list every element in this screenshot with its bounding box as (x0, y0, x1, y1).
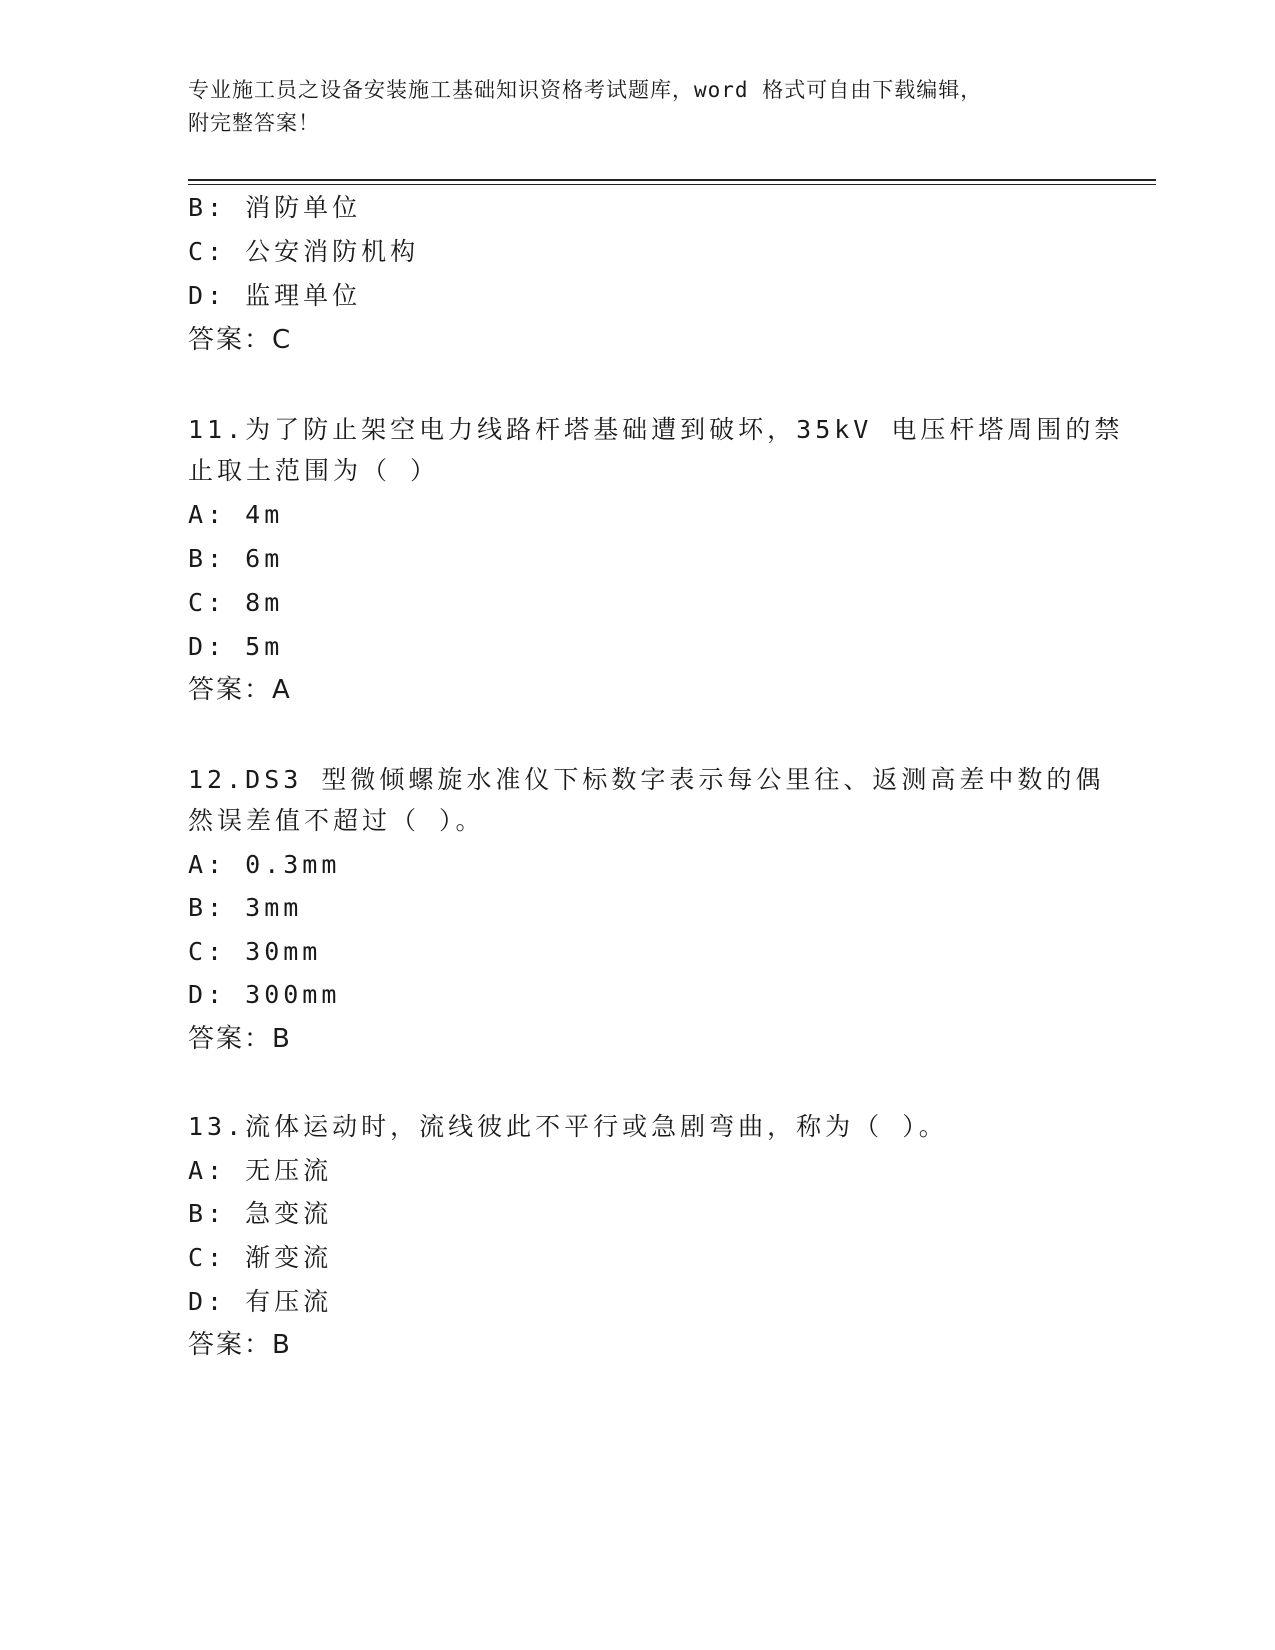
header-line-2: 附完整答案！ (188, 111, 320, 135)
q11-option-c: C: 8m (188, 588, 284, 617)
header-divider-thick (188, 179, 1156, 181)
q11-option-d: D: 5m (188, 632, 284, 661)
q11-option-b: B: 6m (188, 544, 284, 573)
q11-stem-line-2: 止取土范围为（ ） (188, 456, 440, 485)
q13-stem-line-1: 13.流体运动时，流线彼此不平行或急剧弯曲，称为（ ）。 (188, 1112, 948, 1141)
q13-option-d: D: 有压流 (188, 1287, 333, 1316)
q12-option-a: A: 0.3mm (188, 850, 341, 879)
q11-stem-line-1: 11.为了防止架空电力线路杆塔基础遭到破坏，35kV 电压杆塔周围的禁 (188, 415, 1124, 444)
header-divider-thin (188, 184, 1156, 185)
q13-option-a: A: 无压流 (188, 1156, 333, 1185)
q12-option-c: C: 30mm (188, 937, 322, 966)
q12-option-b: B: 3mm (188, 893, 303, 922)
q10-option-d: D: 监理单位 (188, 281, 362, 310)
q12-option-d: D: 300mm (188, 980, 341, 1009)
header-line-1: 专业施工员之设备安装施工基础知识资格考试题库，word 格式可自由下载编辑， (188, 78, 983, 102)
q10-option-b: B: 消防单位 (188, 193, 362, 222)
q11-option-a: A: 4m (188, 500, 284, 529)
q13-option-b: B: 急变流 (188, 1199, 333, 1228)
q12-answer: 答案：B (188, 1024, 292, 1054)
q10-answer: 答案：C (188, 325, 293, 355)
document-header (188, 74, 1088, 140)
q13-answer: 答案：B (188, 1330, 292, 1360)
q13-option-c: C: 渐变流 (188, 1243, 333, 1272)
q12-stem-line-1: 12.DS3 型微倾螺旋水准仪下标数字表示每公里往、返测高差中数的偶 (188, 765, 1105, 794)
q10-option-c: C: 公安消防机构 (188, 237, 420, 266)
q11-answer: 答案：A (188, 675, 292, 705)
q12-stem-line-2: 然误差值不超过（ ）。 (188, 806, 485, 835)
